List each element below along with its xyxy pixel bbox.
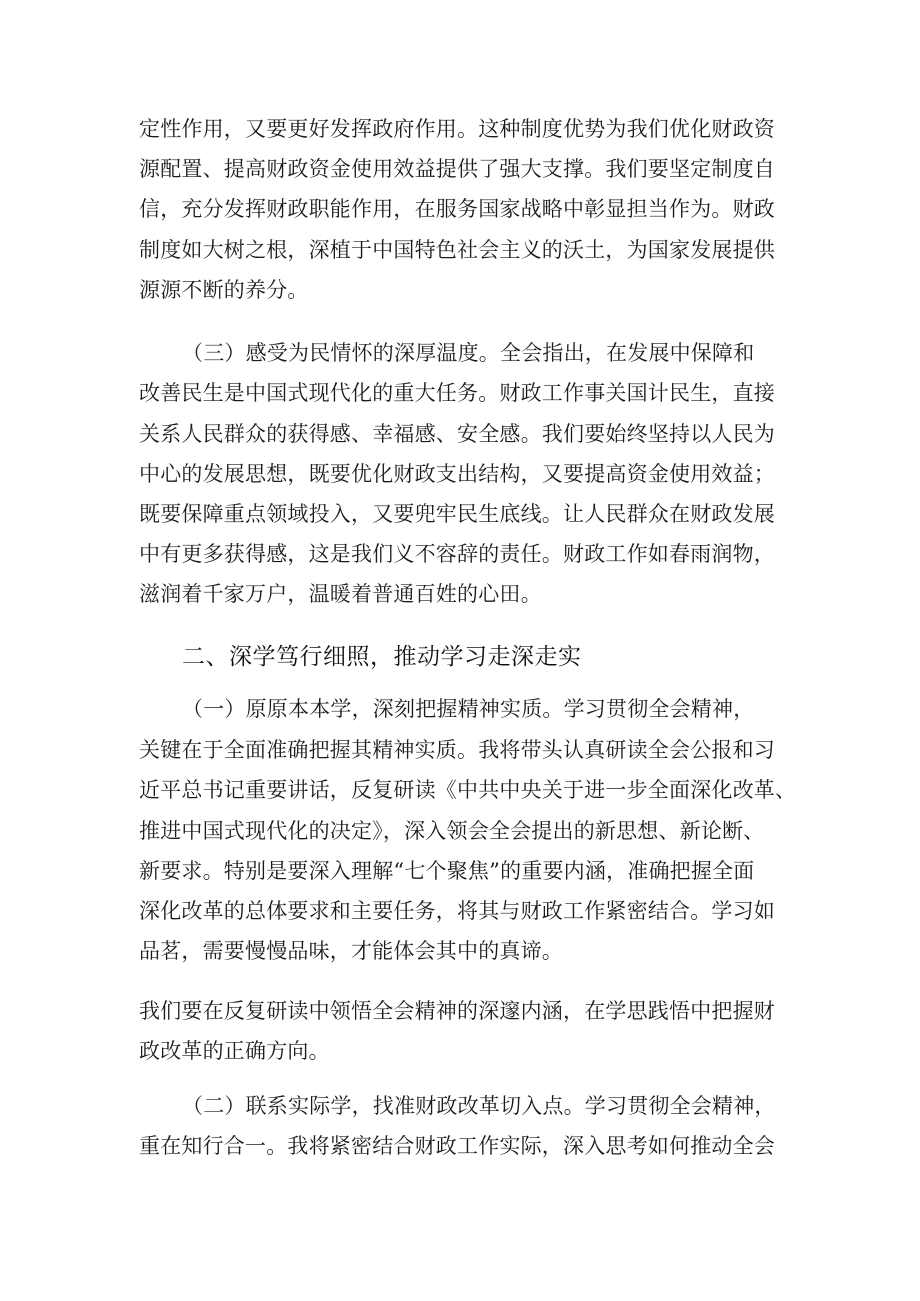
paragraph-line: （一）原原本本学，深刻把握精神实质。学习贯彻全会精神， [182, 697, 755, 721]
paragraph-line: 关系人民群众的获得感、幸福感、安全感。我们要始终坚持以人民为 [139, 422, 775, 446]
paragraph-line: 既要保障重点领域投入，又要兜牢民生底线。让人民群众在财政发展 [139, 502, 775, 526]
paragraph-line: 改善民生是中国式现代化的重大任务。财政工作事关国计民生，直接 [139, 381, 775, 405]
paragraph-line: 政改革的正确方向。 [139, 1039, 330, 1063]
paragraph-line: 制度如大树之根，深植于中国特色社会主义的沃土，为国家发展提供 [139, 238, 775, 262]
paragraph-line: 定性作用，又要更好发挥政府作用。这种制度优势为我们优化财政资 [139, 117, 775, 141]
paragraph-line: 新要求。特别是要深入理解“七个聚焦”的重要内涵，准确把握全面 [139, 859, 755, 883]
paragraph-line: 我们要在反复研读中领悟全会精神的深邃内涵，在学思践悟中把握财 [139, 999, 775, 1023]
paragraph-line: 近平总书记重要讲话，反复研读《中共中央关于进一步全面深化改革、 [139, 778, 797, 802]
paragraph-line: （二）联系实际学，找准财政改革切入点。学习贯彻全会精神， [182, 1094, 776, 1118]
paragraph-line: 源配置、提高财政资金使用效益提供了强大支撑。我们要坚定制度自 [139, 157, 775, 181]
paragraph-line: 中有更多获得感，这是我们义不容辞的责任。财政工作如春雨润物， [139, 542, 775, 566]
paragraph-line: 信，充分发挥财政职能作用，在服务国家战略中彰显担当作为。财政 [139, 197, 775, 221]
paragraph-line: 关键在于全面准确把握其精神实质。我将带头认真研读全会公报和习 [139, 738, 775, 762]
paragraph-line: 重在知行合一。我将紧密结合财政工作实际，深入思考如何推动全会 [139, 1134, 775, 1158]
section-heading: 二、深学笃行细照，推动学习走深走实 [182, 644, 582, 670]
paragraph-line: 品茗，需要慢慢品味，才能体会其中的真谛。 [139, 939, 563, 963]
paragraph-line: 滋润着千家万户，温暖着普通百姓的心田。 [139, 582, 542, 606]
paragraph-line: 推进中国式现代化的决定》，深入领会全会提出的新思想、新论断、 [139, 819, 765, 843]
paragraph-line: 源源不断的养分。 [139, 278, 309, 302]
paragraph-line: 中心的发展思想，既要优化财政支出结构，又要提高资金使用效益； [139, 462, 775, 486]
paragraph-line: 深化改革的总体要求和主要任务，将其与财政工作紧密结合。学习如 [139, 899, 775, 923]
paragraph-line: （三）感受为民情怀的深厚温度。全会指出，在发展中保障和 [182, 341, 755, 365]
